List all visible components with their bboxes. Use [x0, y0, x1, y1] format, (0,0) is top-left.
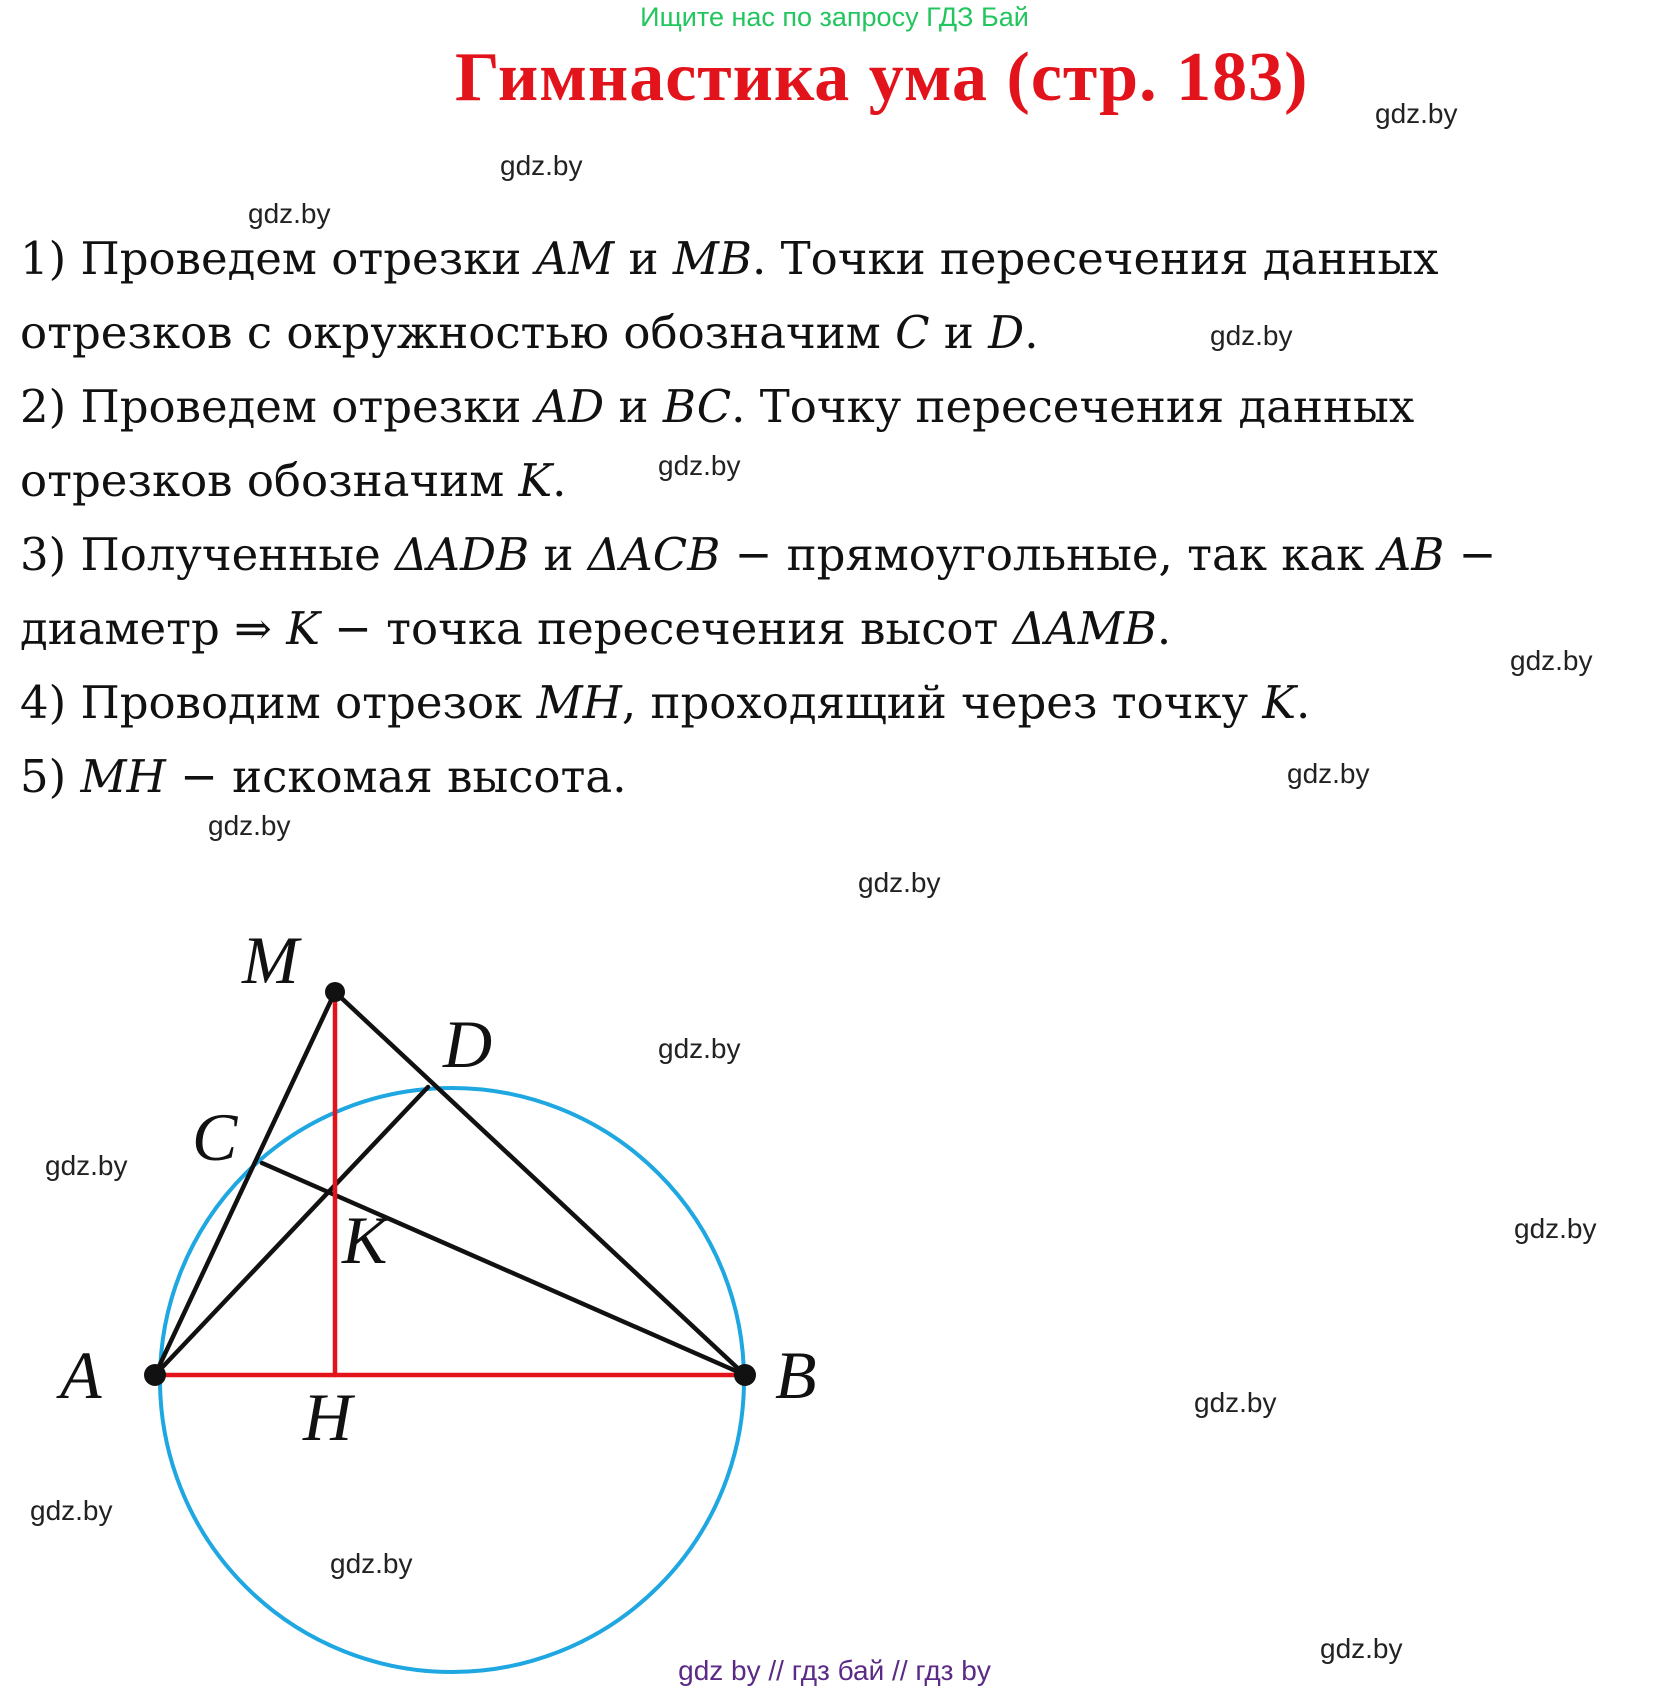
math-term: BC	[662, 380, 732, 433]
step-text: .	[1024, 306, 1039, 359]
step-line	[20, 370, 1650, 444]
step-line	[20, 444, 1650, 518]
math-term: MB	[672, 232, 752, 285]
label-h: H	[303, 1379, 353, 1455]
math-term: MH	[80, 750, 166, 803]
label-m: M	[242, 922, 299, 998]
step-line	[20, 518, 1650, 592]
step-text: 3) Полученные	[20, 528, 396, 581]
step-text: отрезков обозначим	[20, 454, 519, 507]
watermark: gdz.by	[1194, 1387, 1277, 1418]
point-b	[734, 1364, 756, 1386]
math-term: ΔAMB	[1012, 602, 1157, 655]
step-line	[20, 296, 1650, 370]
footer-links: gdz by // гдз бай // гдз by	[678, 1655, 991, 1686]
step-text: .	[552, 454, 567, 507]
step-text: . Точку пересечения данных	[731, 380, 1415, 433]
step-text: .	[1296, 676, 1311, 729]
watermark: gdz.by	[1375, 98, 1458, 129]
step-text: диаметр ⇒	[20, 602, 287, 655]
watermark: gdz.by	[858, 867, 941, 898]
watermark: gdz.by	[1210, 320, 1293, 351]
watermark: gdz.by	[45, 1150, 128, 1181]
step-text: отрезков с окружностью обозначим	[20, 306, 896, 359]
step-text: − прямоугольные, так как	[720, 528, 1379, 581]
step-text: 1) Проведем отрезки	[20, 232, 536, 285]
watermark: gdz.by	[1287, 758, 1370, 789]
step-text: 4) Проводим отрезок	[20, 676, 537, 729]
math-term: AD	[535, 380, 605, 433]
math-term: K	[1262, 676, 1297, 729]
step-text: − искомая высота.	[165, 750, 627, 803]
step-text: и	[614, 232, 673, 285]
math-term: C	[895, 306, 930, 359]
watermark: gdz.by	[30, 1495, 113, 1526]
step-text: . Точки пересечения данных	[751, 232, 1439, 285]
watermark: gdz.by	[330, 1548, 413, 1579]
step-line	[20, 222, 1650, 296]
segment-mb	[335, 992, 745, 1375]
watermark: gdz.by	[1514, 1213, 1597, 1244]
step-line	[20, 592, 1650, 666]
math-term: D	[988, 306, 1025, 359]
promo-text: Ищите нас по запросу ГДЗ Бай	[640, 2, 1029, 32]
solution-steps	[20, 222, 1650, 814]
watermark: gdz.by	[658, 1033, 741, 1064]
page-title: Гимнастика ума (стр. 183)	[455, 39, 1309, 116]
label-d: D	[443, 1006, 493, 1082]
label-c: C	[192, 1099, 238, 1175]
watermark: gdz.by	[658, 450, 741, 481]
math-term: AM	[535, 232, 615, 285]
math-term: ΔACB	[587, 528, 721, 581]
math-term: K	[518, 454, 553, 507]
math-term: MH	[536, 676, 622, 729]
step-text: .	[1156, 602, 1172, 655]
step-text: , проходящий через точку	[621, 676, 1263, 729]
watermark: gdz.by	[1510, 645, 1593, 676]
watermark: gdz.by	[1320, 1633, 1403, 1664]
watermark: gdz.by	[500, 150, 583, 181]
step-text: −	[1444, 528, 1497, 581]
watermark: gdz.by	[208, 810, 291, 841]
step-line	[20, 666, 1650, 740]
label-b: B	[775, 1337, 817, 1413]
geometry-figure	[0, 880, 880, 1700]
step-text: и	[929, 306, 989, 359]
step-text: − точка пересечения высот	[319, 602, 1013, 655]
math-term: K	[286, 602, 320, 655]
watermark: gdz.by	[248, 198, 331, 229]
step-text: 5)	[20, 750, 81, 803]
label-a: A	[60, 1337, 102, 1413]
step-text: и	[529, 528, 588, 581]
step-line	[20, 740, 1650, 814]
math-term: ΔADB	[395, 528, 530, 581]
step-text: и	[604, 380, 663, 433]
point-m	[325, 982, 345, 1002]
math-term: AB	[1378, 528, 1445, 581]
step-text: 2) Проведем отрезки	[20, 380, 536, 433]
label-k: K	[342, 1202, 388, 1278]
point-a	[144, 1364, 166, 1386]
